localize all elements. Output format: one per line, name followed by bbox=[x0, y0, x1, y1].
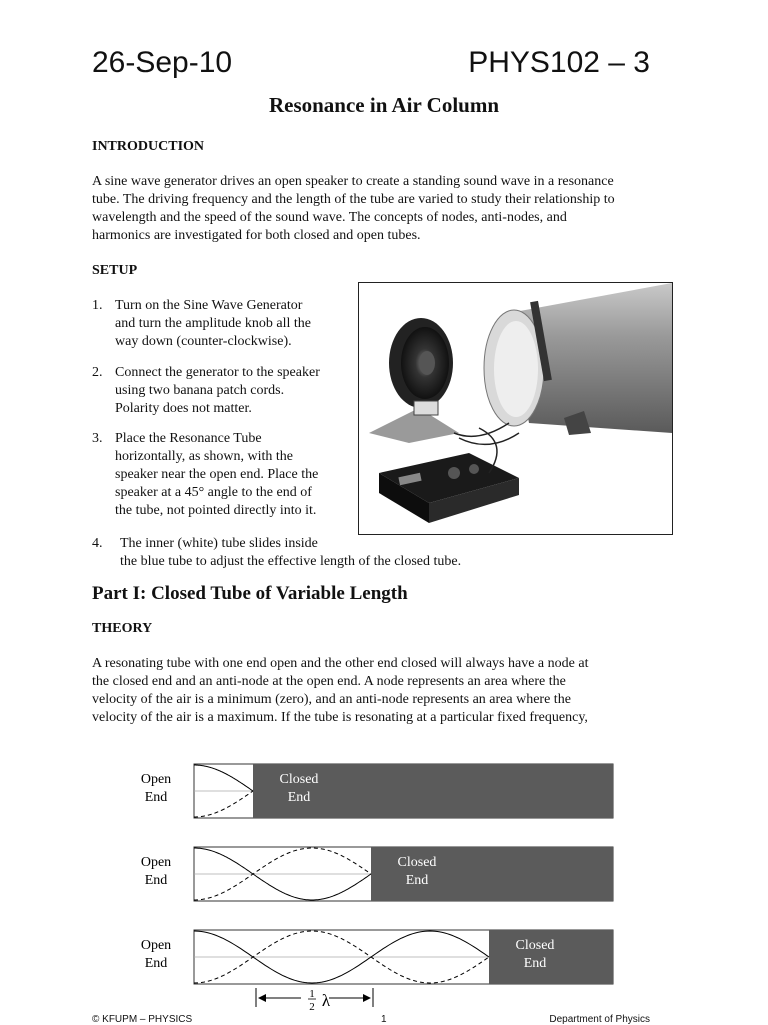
step-line: and turn the amplitude knob all the bbox=[115, 316, 311, 331]
theory-line: velocity of the air is a maximum. If the tube is resonating at a particular fixed frequency, bbox=[92, 710, 588, 725]
open-end-label: Open bbox=[140, 938, 172, 953]
introduction-paragraph bbox=[92, 173, 678, 245]
setup-step-1 bbox=[92, 297, 356, 351]
step-line: Polarity does not matter. bbox=[115, 401, 252, 416]
harmonic-row bbox=[141, 764, 613, 818]
closed-end-label: End bbox=[287, 790, 311, 805]
step-line: horizontally, as shown, with the bbox=[115, 449, 293, 464]
closed-end-label: End bbox=[405, 873, 429, 888]
document-title: Resonance in Air Column bbox=[268, 93, 500, 117]
intro-line: harmonics are investigated for both closed and open tubes. bbox=[92, 228, 421, 243]
setup-step-3 bbox=[92, 430, 356, 520]
harmonic-row bbox=[141, 930, 613, 984]
half-wavelength-indicator bbox=[256, 988, 373, 1013]
theory-paragraph bbox=[92, 655, 678, 727]
step-line: Place the Resonance Tube bbox=[115, 431, 262, 446]
footer-left: © KFUPM – PHYSICS bbox=[92, 1014, 193, 1025]
step-number: 1. bbox=[92, 298, 103, 313]
standing-wave-diagram bbox=[120, 755, 620, 1019]
apparatus-photo bbox=[358, 282, 673, 535]
header-course: PHYS102 – 3 bbox=[468, 46, 650, 79]
open-end-label: Open bbox=[140, 855, 172, 870]
closed-end-label: End bbox=[523, 956, 547, 971]
open-end-label: End bbox=[144, 956, 168, 971]
setup-heading: SETUP bbox=[92, 263, 138, 278]
step-line: Turn on the Sine Wave Generator bbox=[115, 298, 303, 313]
setup-step-2 bbox=[92, 364, 356, 418]
open-end-label: End bbox=[144, 790, 168, 805]
half-fraction-numerator: 1 bbox=[309, 988, 315, 1000]
intro-line: A sine wave generator drives an open speaker to create a standing sound wave in a resonance bbox=[92, 174, 614, 189]
step-number: 2. bbox=[92, 365, 103, 380]
step-line: The inner (white) tube slides inside bbox=[120, 536, 318, 551]
step-line: the blue tube to adjust the effective length of the closed tube. bbox=[120, 554, 462, 569]
header-date: 26-Sep-10 bbox=[92, 46, 233, 79]
step-line: speaker at a 45° angle to the end of bbox=[115, 485, 312, 500]
footer-page-number: 1 bbox=[381, 1014, 387, 1025]
theory-heading: THEORY bbox=[92, 621, 153, 636]
step-line: the tube, not pointed directly into it. bbox=[115, 503, 317, 518]
resonance-tube bbox=[484, 283, 672, 435]
open-end-label: End bbox=[144, 873, 168, 888]
intro-line: tube. The driving frequency and the length of the tube are varied to study their relationship to bbox=[92, 192, 615, 207]
open-end-label: Open bbox=[140, 772, 172, 787]
intro-line: wavelength and the speed of the sound wave. The concepts of nodes, anti-nodes, and bbox=[92, 210, 567, 225]
closed-end-label: Closed bbox=[515, 938, 555, 953]
closed-end-label: Closed bbox=[279, 772, 319, 787]
harmonic-row bbox=[141, 847, 613, 901]
introduction-heading: INTRODUCTION bbox=[92, 139, 205, 154]
step-number: 3. bbox=[92, 431, 103, 446]
theory-line: velocity of the air is a minimum (zero), and an anti-node represents an area where the bbox=[92, 692, 571, 707]
setup-step-4 bbox=[92, 535, 692, 571]
theory-line: the closed end and an anti-node at the open end. A node represents an area where the bbox=[92, 674, 566, 689]
step-number: 4. bbox=[92, 536, 103, 551]
closed-end-label: Closed bbox=[397, 855, 437, 870]
step-line: way down (counter-clockwise). bbox=[115, 334, 292, 349]
part1-title: Part I: Closed Tube of Variable Length bbox=[92, 583, 408, 604]
step-line: speaker near the open end. Place the bbox=[115, 467, 319, 482]
lambda-symbol: λ bbox=[321, 991, 331, 1010]
half-fraction-denominator: 2 bbox=[309, 1001, 315, 1013]
step-line: using two banana patch cords. bbox=[115, 383, 285, 398]
theory-line: A resonating tube with one end open and the other end closed will always have a node at bbox=[92, 656, 589, 671]
footer-right: Department of Physics bbox=[549, 1014, 650, 1025]
step-line: Connect the generator to the speaker bbox=[115, 365, 320, 380]
